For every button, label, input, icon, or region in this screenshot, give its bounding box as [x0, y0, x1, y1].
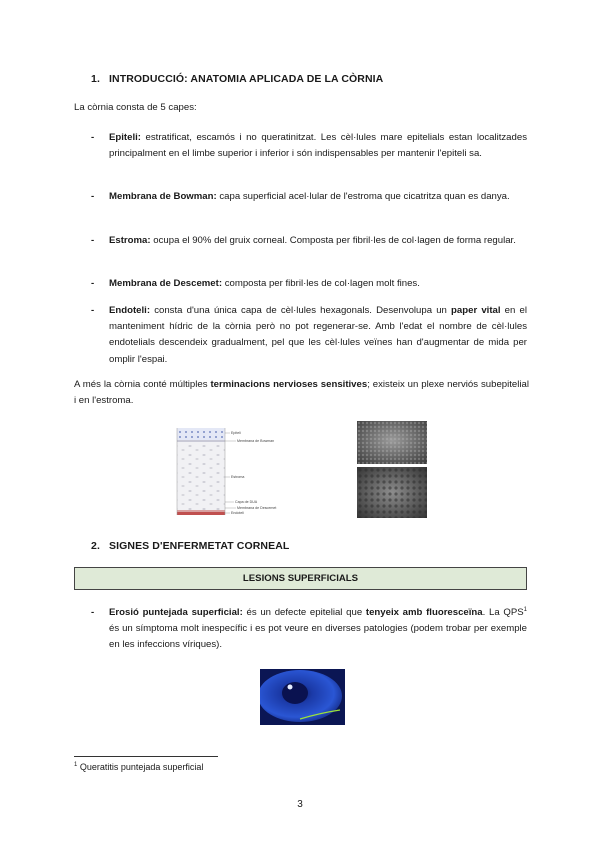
section-title: SIGNES D'ENFERMETAT CORNEAL	[109, 540, 290, 552]
section-title: INTRODUCCIÓ: ANATOMIA APLICADA DE LA CÒRNIA	[109, 73, 384, 85]
list-item-erosion: - Erosió puntejada superficial: és un defecte epitelial que tenyeix amb fluoresceïna. La QPS$^1$ és un símptoma molt inespecífic i es pot veure en diverses patologies (podem trobar per exemple en les infeccions víriques).	[91, 606, 527, 651]
term: Membrana de Descemet:	[109, 278, 223, 289]
diagram-label: Membrana de Descemet	[237, 506, 277, 511]
diagram-label: Capa de DUA	[235, 500, 258, 505]
list-item-bowman: - Membrana de Bowman: capa superficial acel·lular de l'estroma que cicatritza quan es danya.	[91, 191, 510, 202]
list-item-estroma: - Estroma: ocupa el 90% del gruix corneal. Composta per fibril·les de col·lagen de forma regular.	[91, 235, 516, 246]
cornea-layers-diagram	[172, 425, 292, 520]
nerves-paragraph: A més la còrnia conté múltiples terminacions nervioses sensitives; existeix un plexe nerviós subepitelial i en l'estroma.	[74, 379, 529, 407]
term: Epiteli:	[109, 132, 141, 143]
footnote-ref: 1	[523, 606, 527, 613]
fluorescein-eye-photo	[260, 669, 345, 725]
diagram-label: Membrana de Bowman	[237, 439, 275, 444]
list-item-endoteli: - Endoteli: consta d'una única capa de cèl·lules hexagonals. Desenvolupa un paper vital en el manteniment hídric de la còrnia però no pot regenerar-se. Amb l'edat el nombre de cèl·lules endotelials descendeix gradualment, pel que les cèl·lules veïnes han d'augmentar de mida per omplir l'espai.	[91, 305, 527, 365]
footnote: $^1$ Queratitis puntejada superficial	[74, 762, 204, 772]
page-number: 3	[297, 799, 303, 810]
intro-paragraph: La còrnia consta de 5 capes:	[74, 102, 197, 113]
section-heading-2	[91, 540, 289, 552]
diagram-label: Epiteli	[231, 431, 241, 436]
section-number: 1.	[91, 73, 100, 85]
diagram-label: Endoteli	[231, 511, 244, 516]
list-item-epiteli: - Epiteli: estratificat, escamós i no queratinitzat. Les cèl·lules mare epitelials estan localitzades principalment en el limbe superior i inferior i són indispensables per mantenir l'epiteli sa.	[91, 132, 527, 160]
footnote-rule	[74, 756, 218, 757]
term: Erosió puntejada superficial:	[109, 607, 243, 618]
list-item-descemet: - Membrana de Descemet: composta per fibril·les de col·lagen molt fines.	[91, 278, 420, 289]
section-number: 2.	[91, 540, 100, 552]
diagram-label: Estroma	[231, 475, 245, 480]
lesions-box-title: LESIONS SUPERFICIALS	[74, 567, 527, 590]
term: Estroma:	[109, 235, 151, 246]
section-heading-1	[91, 73, 383, 85]
term: Endoteli:	[109, 305, 151, 316]
term: Membrana de Bowman:	[109, 191, 217, 202]
endothelium-micrograph-top	[357, 421, 427, 464]
endothelium-micrograph-bottom	[357, 467, 427, 518]
